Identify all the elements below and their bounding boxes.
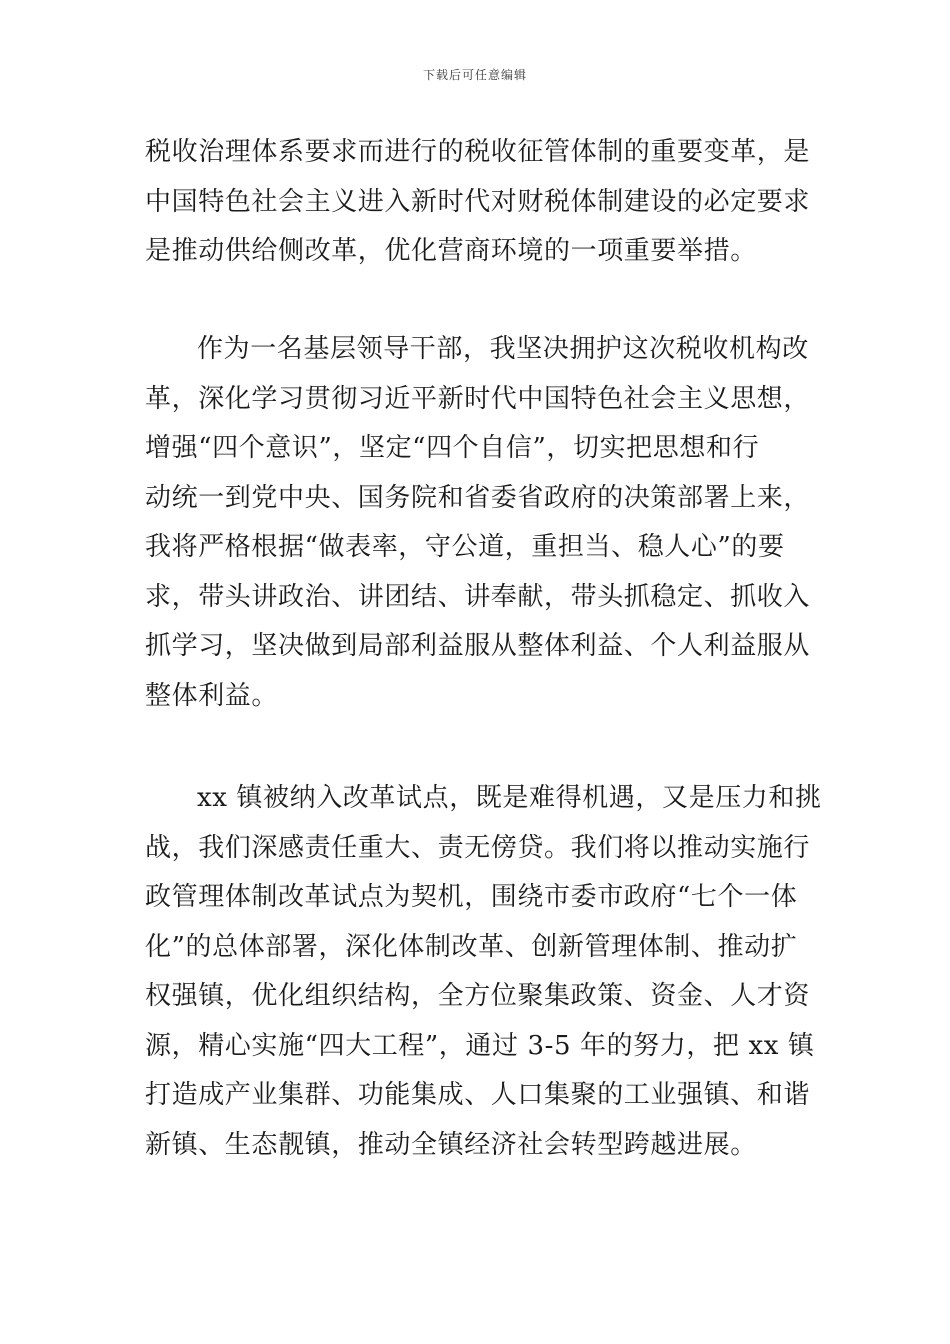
text-line: 化”的总体部署，深化体制改革、创新管理体制、推动扩 <box>145 931 798 962</box>
text-line: 中国特色社会主义进入新时代对财税体制建设的必定要求 <box>145 186 811 217</box>
text-line: 动统一到党中央、国务院和省委省政府的决策部署上来， <box>145 482 811 513</box>
text-line: 革，深化学习贯彻习近平新时代中国特色社会主义思想， <box>145 383 811 414</box>
header-note: 下载后可任意编辑 <box>422 68 527 82</box>
text-line: 打造成产业集群、功能集成、人口集聚的工业强镇、和谐 <box>145 1080 811 1110</box>
paragraph-2 <box>145 325 810 721</box>
text-line: 求，带头讲政治、讲团结、讲奉献，带头抓稳定、抓收入 <box>145 581 811 612</box>
text-line: 权强镇，优化组织结构，全方位聚集政策、资金、人才资 <box>145 981 811 1011</box>
text-line: 抓学习，坚决做到局部利益服从整体利益、个人利益服从 <box>145 631 811 661</box>
paragraph-1 <box>145 128 810 277</box>
text-line: 政管理体制改革试点为契机，围绕市委市政府“七个一体 <box>145 882 798 912</box>
text-line: 源，精心实施“四大工程”，通过 3-5 年的努力，把 xx 镇 <box>145 1030 815 1061</box>
text-line: 整体利益。 <box>145 680 279 711</box>
text-line: 我将严格根据“做表率，守公道，重担当、稳人心”的要 <box>145 532 785 562</box>
paragraph-3 <box>145 774 822 1170</box>
text-line: 是推动供给侧改革，优化营商环境的一项重要举措。 <box>145 236 757 266</box>
text-line: 战，我们深感责任重大、责无傍贷。我们将以推动实施行 <box>145 832 811 863</box>
text-line: 作为一名基层领导干部，我坚决拥护这次税收机构改 <box>197 334 809 364</box>
text-line: xx 镇被纳入改革试点，既是难得机遇，又是压力和挑 <box>197 783 822 813</box>
text-line: 税收治理体系要求而进行的税收征管体制的重要变革，是 <box>145 137 811 167</box>
text-line: 增强“四个意识”，坚定“四个自信”，切实把思想和行 <box>145 433 760 463</box>
text-line: 新镇、生态靓镇，推动全镇经济社会转型跨越进展。 <box>145 1129 757 1160</box>
